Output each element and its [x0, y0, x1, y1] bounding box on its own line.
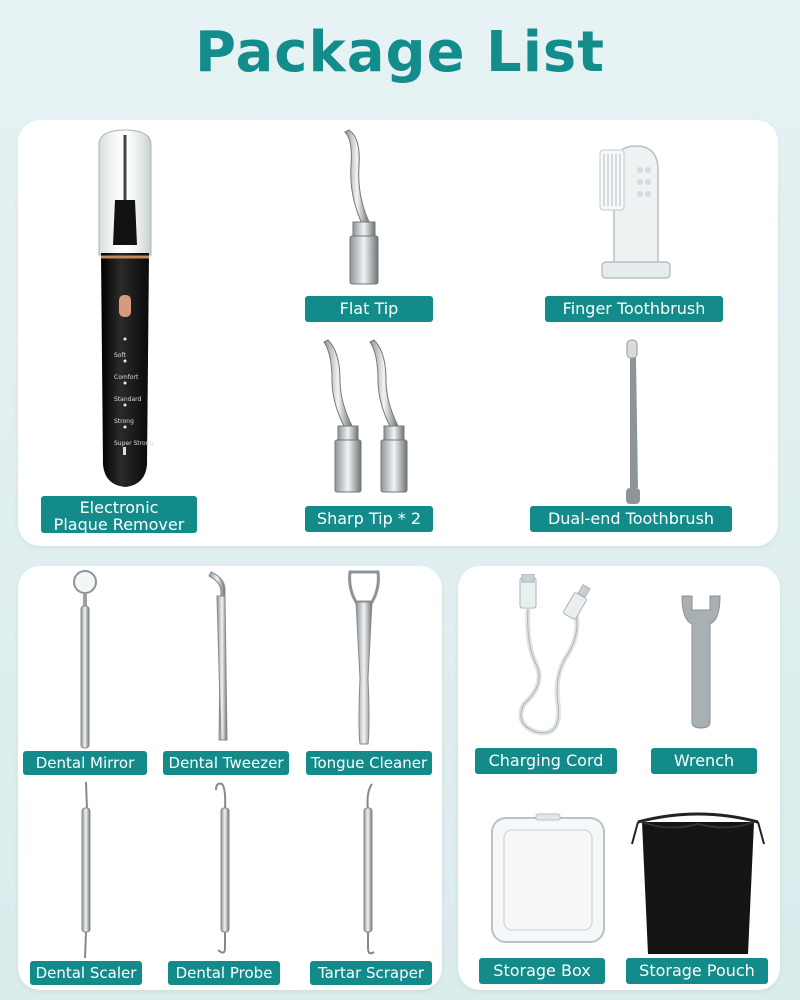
mode-strong: Strong — [114, 418, 134, 425]
finger-toothbrush-label: Finger Toothbrush — [545, 296, 723, 322]
charging-cord-icon — [506, 574, 606, 744]
storage-box-icon — [488, 812, 608, 947]
flat-tip-icon — [335, 126, 395, 291]
dental-scaler-label: Dental Scaler — [30, 961, 142, 985]
mode-super-strong: Super Strong — [114, 440, 154, 447]
flat-tip-label: Flat Tip — [305, 296, 433, 322]
dental-mirror-icon — [70, 568, 100, 753]
charging-cord-label: Charging Cord — [475, 748, 617, 774]
dental-scaler-icon — [74, 780, 98, 960]
dental-tweezer-icon — [203, 570, 243, 745]
mode-soft: Soft — [114, 352, 126, 359]
dental-tweezer-label: Dental Tweezer — [163, 751, 289, 775]
sharp-tip-icon — [318, 336, 428, 501]
mode-comfort: Comfort — [114, 374, 139, 381]
dental-probe-label: Dental Probe — [168, 961, 280, 985]
storage-box-label: Storage Box — [479, 958, 605, 984]
tartar-scraper-icon — [354, 780, 384, 960]
sharp-tip-label: Sharp Tip * 2 — [305, 506, 433, 532]
dental-mirror-label: Dental Mirror — [23, 751, 147, 775]
finger-toothbrush-icon — [596, 140, 676, 285]
tartar-scraper-label: Tartar Scraper — [310, 961, 432, 985]
wrench-icon — [678, 590, 724, 730]
page-title: Package List — [194, 20, 606, 85]
electronic-plaque-remover-label: Electronic Plaque Remover — [41, 496, 197, 533]
tongue-cleaner-label: Tongue Cleaner — [306, 751, 432, 775]
device-mode-list — [114, 345, 153, 455]
dental-probe-icon — [210, 780, 240, 960]
dual-end-toothbrush-icon — [614, 338, 654, 508]
storage-pouch-label: Storage Pouch — [626, 958, 768, 984]
dual-end-toothbrush-label: Dual-end Toothbrush — [530, 506, 732, 532]
tongue-cleaner-icon — [344, 568, 384, 748]
wrench-label: Wrench — [651, 748, 757, 774]
mode-standard: Standard — [114, 396, 142, 403]
storage-pouch-icon — [628, 808, 768, 958]
